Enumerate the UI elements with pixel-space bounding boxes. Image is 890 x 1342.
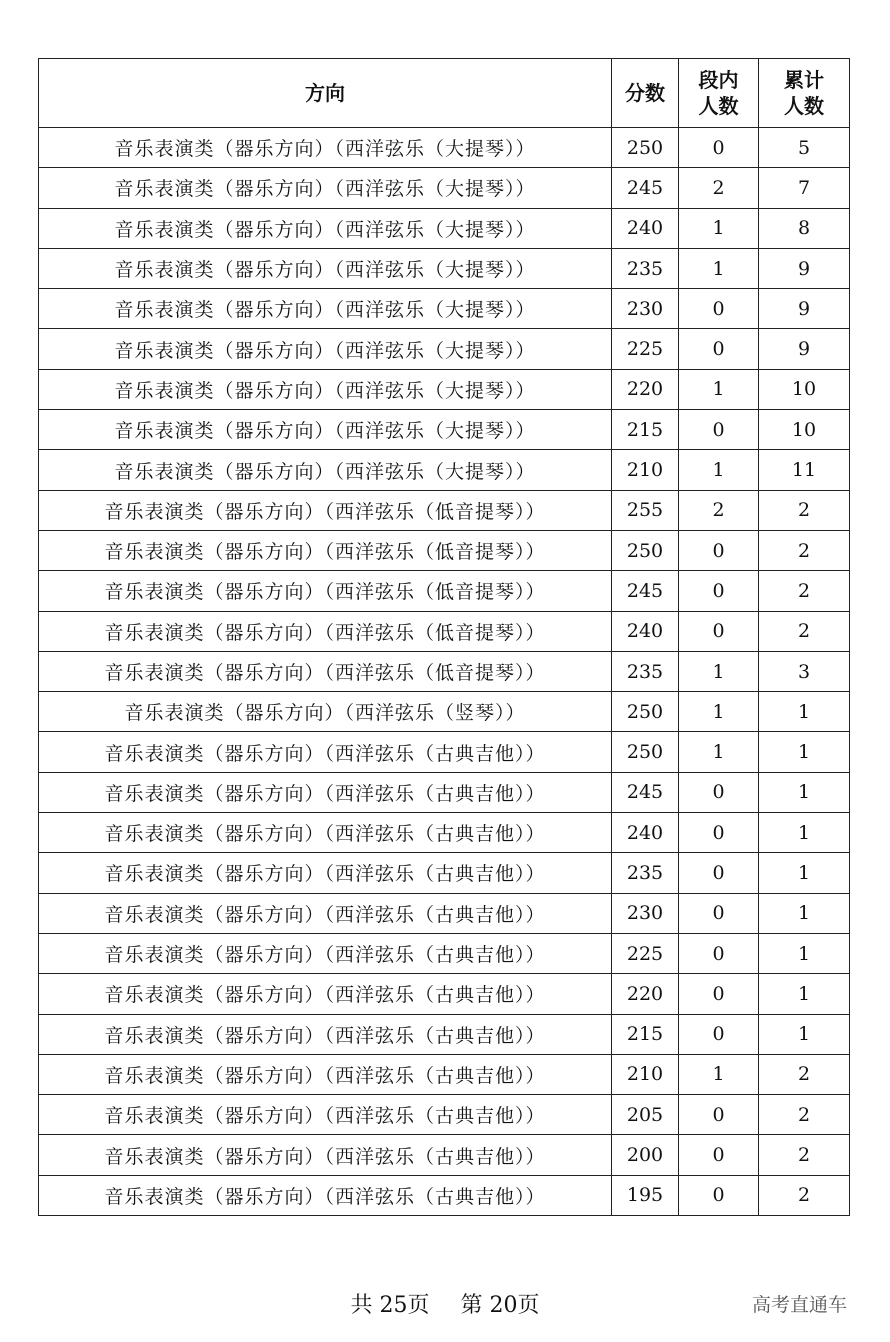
current-page: 第 20页: [460, 1293, 540, 1318]
cell-score: 210: [612, 1054, 679, 1094]
cell-direction: 音乐表演类（器乐方向）（西洋弦乐（大提琴））: [39, 248, 612, 288]
cell-score: 215: [612, 1014, 679, 1054]
cell-in-band-count: 0: [679, 853, 759, 893]
cell-score: 245: [612, 168, 679, 208]
cell-direction: 音乐表演类（器乐方向）（西洋弦乐（古典吉他））: [39, 1054, 612, 1094]
table-row: [39, 490, 850, 530]
table-row: [39, 1054, 850, 1094]
table-body: [39, 128, 850, 1216]
cell-cumulative-count: 10: [759, 369, 850, 409]
cell-cumulative-count: 2: [759, 1054, 850, 1094]
table-row: [39, 813, 850, 853]
table-row: [39, 208, 850, 248]
cell-direction: 音乐表演类（器乐方向）（西洋弦乐（古典吉他））: [39, 933, 612, 973]
cell-direction: 音乐表演类（器乐方向）（西洋弦乐（古典吉他））: [39, 813, 612, 853]
cell-direction: 音乐表演类（器乐方向）（西洋弦乐（古典吉他））: [39, 893, 612, 933]
cell-score: 255: [612, 490, 679, 530]
table-row: [39, 571, 850, 611]
cell-cumulative-count: 11: [759, 450, 850, 490]
cell-score: 210: [612, 450, 679, 490]
header-score: 分数: [612, 59, 679, 128]
cell-cumulative-count: 2: [759, 1095, 850, 1135]
cell-in-band-count: 0: [679, 893, 759, 933]
table-row: [39, 329, 850, 369]
cell-cumulative-count: 1: [759, 1014, 850, 1054]
cell-in-band-count: 1: [679, 248, 759, 288]
cell-direction: 音乐表演类（器乐方向）（西洋弦乐（古典吉他））: [39, 732, 612, 772]
cell-score: 235: [612, 853, 679, 893]
cell-direction: 音乐表演类（器乐方向）（西洋弦乐（古典吉他））: [39, 1175, 612, 1215]
table-row: [39, 611, 850, 651]
cell-direction: 音乐表演类（器乐方向）（西洋弦乐（古典吉他））: [39, 772, 612, 812]
cell-in-band-count: 0: [679, 410, 759, 450]
table-row: [39, 248, 850, 288]
cell-in-band-count: 0: [679, 1014, 759, 1054]
cell-in-band-count: 0: [679, 289, 759, 329]
cell-direction: 音乐表演类（器乐方向）（西洋弦乐（大提琴））: [39, 450, 612, 490]
cell-direction: 音乐表演类（器乐方向）（西洋弦乐（大提琴））: [39, 128, 612, 168]
cell-score: 200: [612, 1135, 679, 1175]
table-row: [39, 651, 850, 691]
cell-cumulative-count: 7: [759, 168, 850, 208]
cell-in-band-count: 0: [679, 933, 759, 973]
cell-score: 220: [612, 369, 679, 409]
score-table: [38, 58, 850, 1216]
cell-direction: 音乐表演类（器乐方向）（西洋弦乐（低音提琴））: [39, 490, 612, 530]
cell-score: 225: [612, 329, 679, 369]
table-row: [39, 732, 850, 772]
cell-cumulative-count: 1: [759, 813, 850, 853]
cell-direction: 音乐表演类（器乐方向）（西洋弦乐（低音提琴））: [39, 611, 612, 651]
cell-direction: 音乐表演类（器乐方向）（西洋弦乐（古典吉他））: [39, 1095, 612, 1135]
cell-in-band-count: 1: [679, 450, 759, 490]
table-row: [39, 933, 850, 973]
cell-cumulative-count: 1: [759, 732, 850, 772]
cell-in-band-count: 0: [679, 974, 759, 1014]
table-row: [39, 1014, 850, 1054]
cell-cumulative-count: 5: [759, 128, 850, 168]
cell-cumulative-count: 1: [759, 893, 850, 933]
table-row: [39, 168, 850, 208]
cell-direction: 音乐表演类（器乐方向）（西洋弦乐（古典吉他））: [39, 1014, 612, 1054]
cell-cumulative-count: 2: [759, 571, 850, 611]
cell-direction: 音乐表演类（器乐方向）（西洋弦乐（古典吉他））: [39, 974, 612, 1014]
cell-direction: 音乐表演类（器乐方向）（西洋弦乐（大提琴））: [39, 289, 612, 329]
cell-in-band-count: 0: [679, 329, 759, 369]
cell-score: 235: [612, 651, 679, 691]
cell-score: 205: [612, 1095, 679, 1135]
cell-direction: 音乐表演类（器乐方向）（西洋弦乐（大提琴））: [39, 208, 612, 248]
cell-score: 240: [612, 611, 679, 651]
cell-in-band-count: 2: [679, 490, 759, 530]
cell-direction: 音乐表演类（器乐方向）（西洋弦乐（低音提琴））: [39, 571, 612, 611]
cell-score: 240: [612, 813, 679, 853]
cell-score: 245: [612, 772, 679, 812]
cell-direction: 音乐表演类（器乐方向）（西洋弦乐（大提琴））: [39, 168, 612, 208]
cell-score: 230: [612, 893, 679, 933]
cell-score: 215: [612, 410, 679, 450]
cell-cumulative-count: 9: [759, 248, 850, 288]
cell-in-band-count: 0: [679, 772, 759, 812]
table-row: [39, 893, 850, 933]
cell-score: 250: [612, 732, 679, 772]
cell-cumulative-count: 1: [759, 974, 850, 1014]
cell-cumulative-count: 1: [759, 772, 850, 812]
cell-score: 225: [612, 933, 679, 973]
table-row: [39, 450, 850, 490]
cell-cumulative-count: 9: [759, 329, 850, 369]
cell-direction: 音乐表演类（器乐方向）（西洋弦乐（古典吉他））: [39, 853, 612, 893]
cell-direction: 音乐表演类（器乐方向）（西洋弦乐（古典吉他））: [39, 1135, 612, 1175]
cell-direction: 音乐表演类（器乐方向）（西洋弦乐（低音提琴））: [39, 530, 612, 570]
table-row: [39, 772, 850, 812]
cell-in-band-count: 1: [679, 1054, 759, 1094]
cell-in-band-count: 1: [679, 692, 759, 732]
cell-score: 220: [612, 974, 679, 1014]
cell-cumulative-count: 2: [759, 611, 850, 651]
cell-cumulative-count: 9: [759, 289, 850, 329]
total-pages: 共 25页: [350, 1293, 430, 1318]
cell-score: 250: [612, 692, 679, 732]
cell-in-band-count: 1: [679, 208, 759, 248]
header-cumulative-count: 累计 人数: [759, 59, 850, 128]
cell-in-band-count: 0: [679, 1135, 759, 1175]
cell-cumulative-count: 2: [759, 1135, 850, 1175]
cell-direction: 音乐表演类（器乐方向）（西洋弦乐（竖琴））: [39, 692, 612, 732]
cell-in-band-count: 1: [679, 732, 759, 772]
cell-score: 235: [612, 248, 679, 288]
cell-in-band-count: 0: [679, 128, 759, 168]
cell-in-band-count: 0: [679, 530, 759, 570]
header-direction: 方向: [39, 59, 612, 128]
cell-in-band-count: 0: [679, 1095, 759, 1135]
table-row: [39, 1175, 850, 1215]
cell-cumulative-count: 10: [759, 410, 850, 450]
table-header-row: [39, 59, 850, 128]
table-row: [39, 1095, 850, 1135]
cell-in-band-count: 1: [679, 369, 759, 409]
cell-in-band-count: 0: [679, 611, 759, 651]
table-row: [39, 128, 850, 168]
cell-in-band-count: 0: [679, 1175, 759, 1215]
cell-direction: 音乐表演类（器乐方向）（西洋弦乐（大提琴））: [39, 410, 612, 450]
header-in-band-count: 段内 人数: [679, 59, 759, 128]
cell-in-band-count: 0: [679, 571, 759, 611]
cell-cumulative-count: 2: [759, 1175, 850, 1215]
cell-cumulative-count: 2: [759, 530, 850, 570]
table-row: [39, 369, 850, 409]
cell-cumulative-count: 3: [759, 651, 850, 691]
cell-in-band-count: 0: [679, 813, 759, 853]
cell-score: 230: [612, 289, 679, 329]
table-row: [39, 1135, 850, 1175]
cell-in-band-count: 1: [679, 651, 759, 691]
cell-score: 250: [612, 128, 679, 168]
cell-direction: 音乐表演类（器乐方向）（西洋弦乐（大提琴））: [39, 329, 612, 369]
table-row: [39, 853, 850, 893]
cell-direction: 音乐表演类（器乐方向）（西洋弦乐（大提琴））: [39, 369, 612, 409]
cell-score: 245: [612, 571, 679, 611]
cell-cumulative-count: 1: [759, 853, 850, 893]
cell-cumulative-count: 8: [759, 208, 850, 248]
table-row: [39, 974, 850, 1014]
table-row: [39, 289, 850, 329]
cell-score: 240: [612, 208, 679, 248]
cell-score: 195: [612, 1175, 679, 1215]
cell-score: 250: [612, 530, 679, 570]
table-row: [39, 530, 850, 570]
cell-cumulative-count: 1: [759, 692, 850, 732]
cell-direction: 音乐表演类（器乐方向）（西洋弦乐（低音提琴））: [39, 651, 612, 691]
cell-cumulative-count: 1: [759, 933, 850, 973]
cell-cumulative-count: 2: [759, 490, 850, 530]
table-row: [39, 410, 850, 450]
cell-in-band-count: 2: [679, 168, 759, 208]
watermark: 高考直通车: [752, 1294, 848, 1316]
table-row: [39, 692, 850, 732]
